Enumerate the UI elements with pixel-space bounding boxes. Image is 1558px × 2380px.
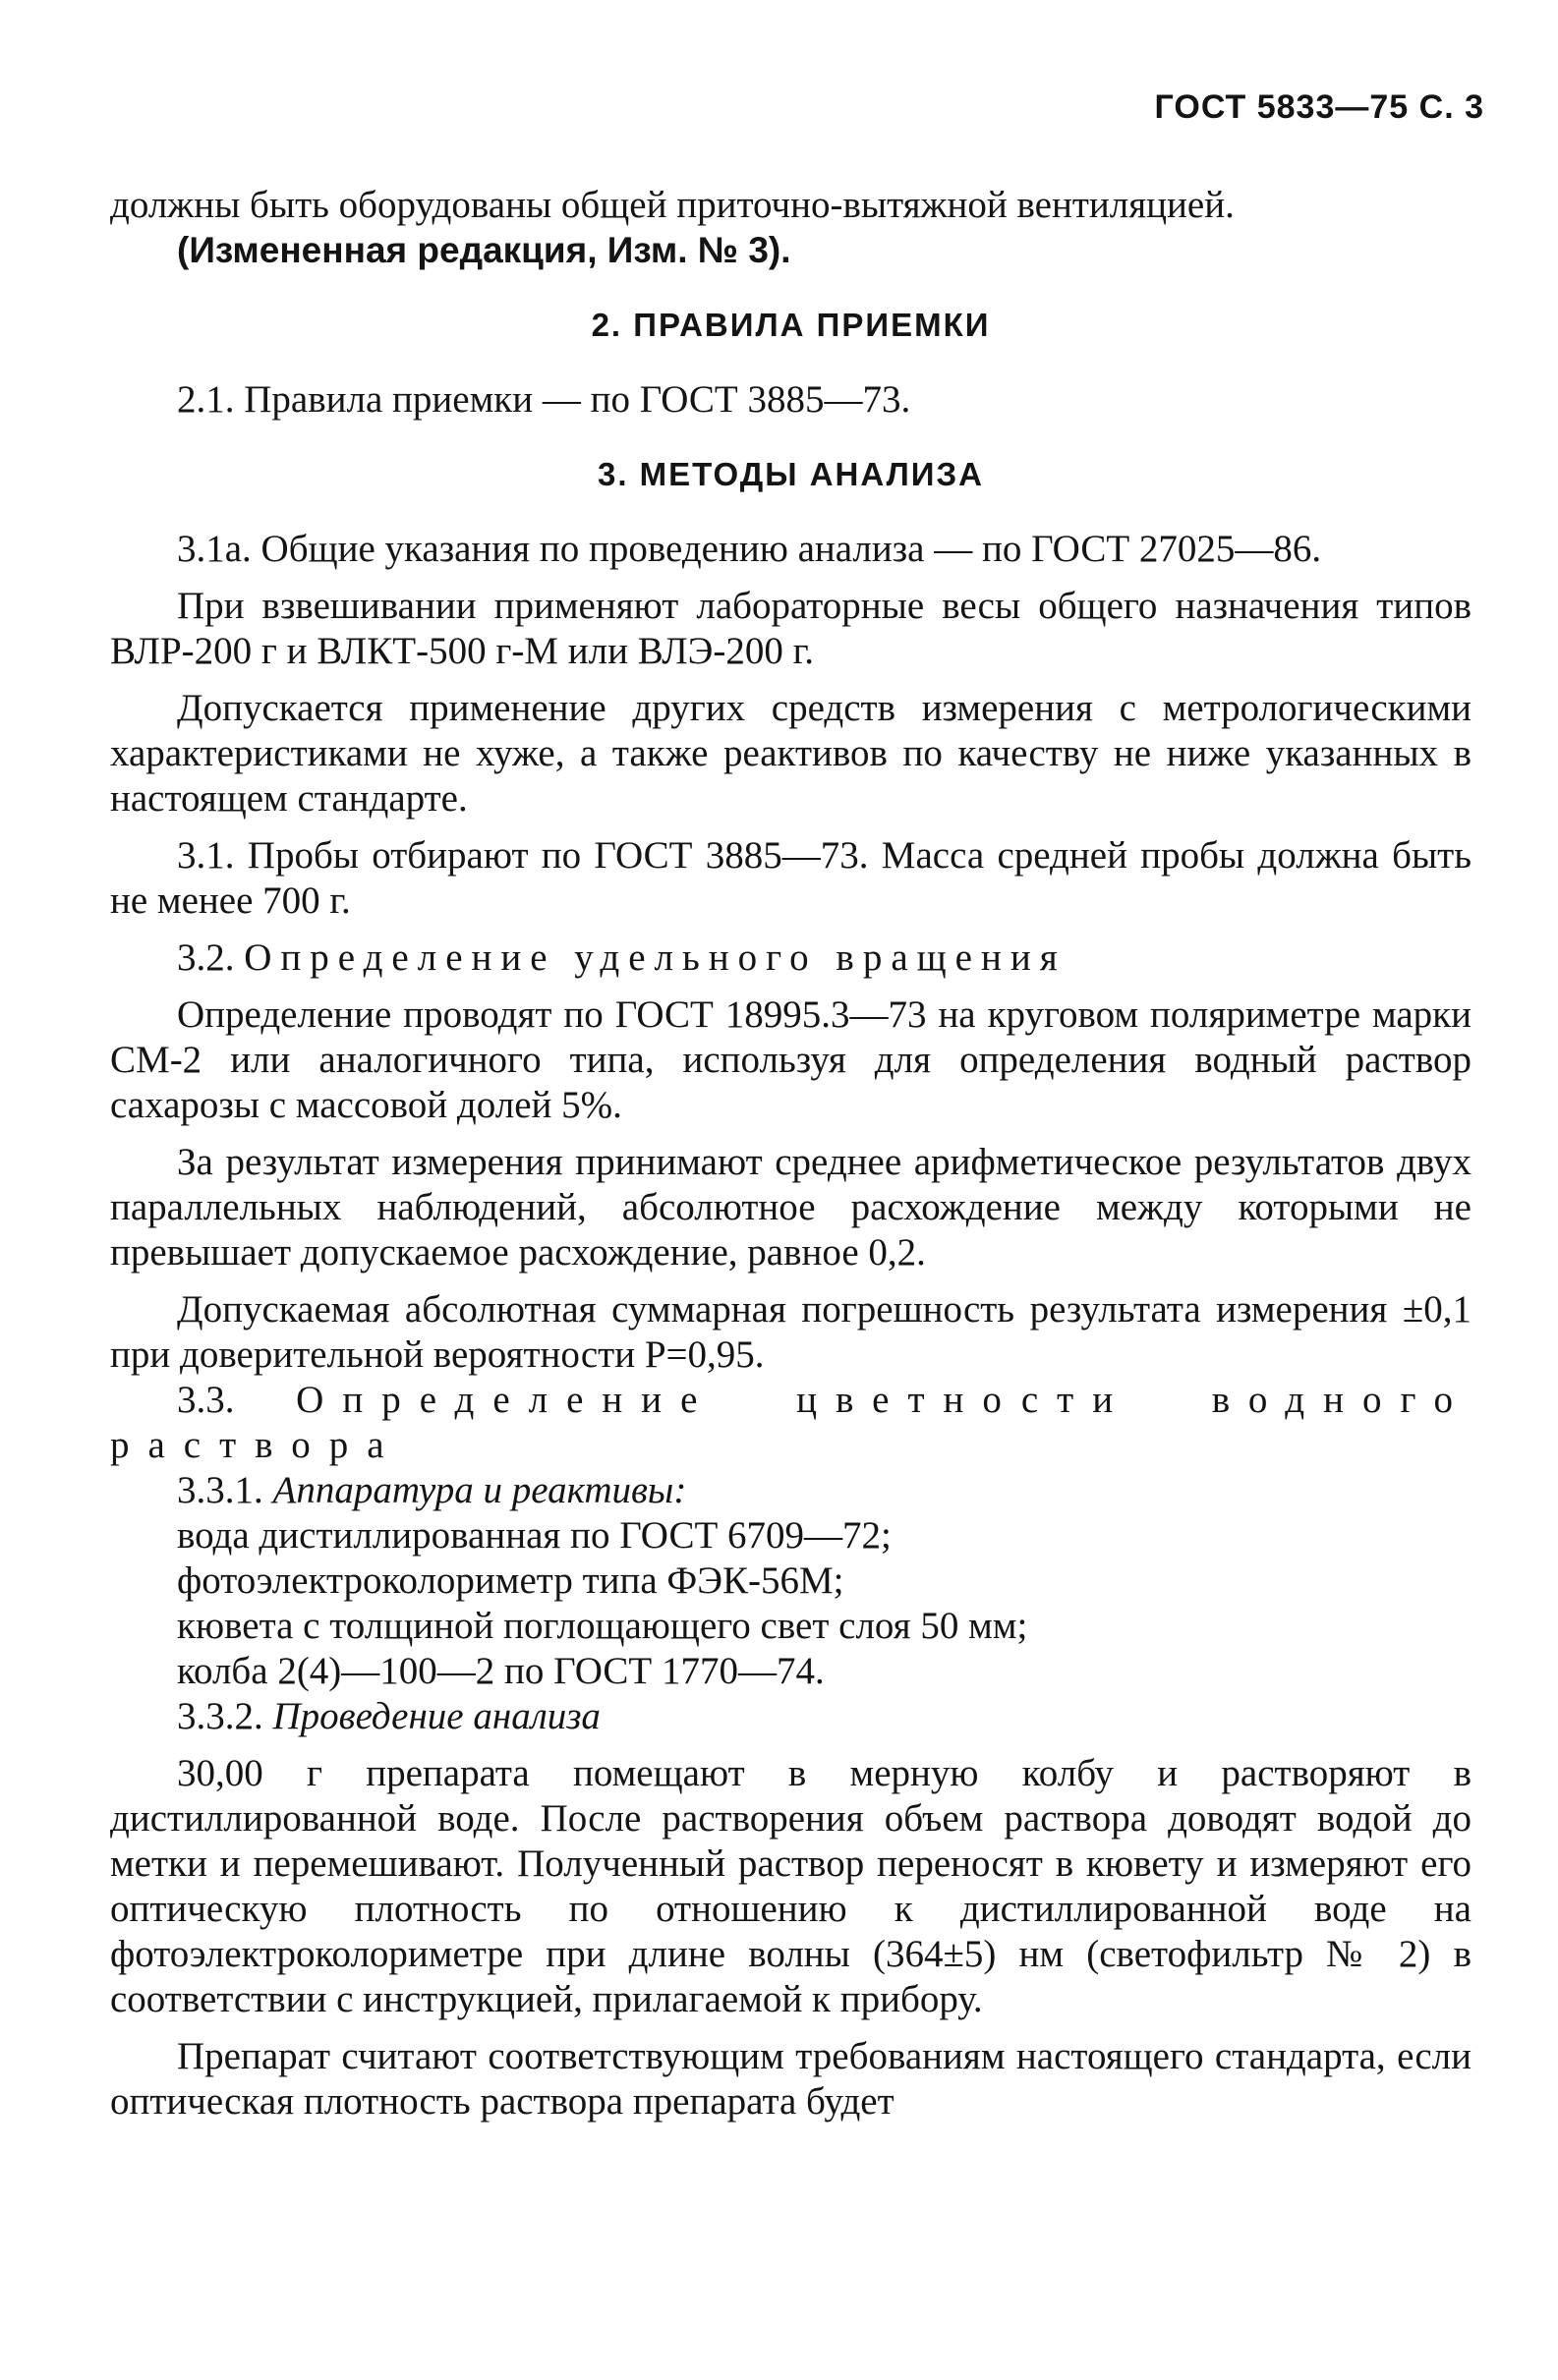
paragraph-procedure: 30,00 г препарата помещают в мерную колбу и растворяют в дистиллированной воде. После растворения объем раствора доводят водой до метки и перемешивают. Полученный раствор переносят в кювету и измеряют его оптическую плотность по отношению к дистиллированной воде на фотоэлектроколориметре при длине волны (364±5) нм (светофильтр № 2) в соответствии с инструкцией, прилагаемой к прибору. <box>110 1752 1471 2020</box>
subsection-3-2-number: 3.2. <box>177 936 235 979</box>
paragraph-rotation-method: Определение проводят по ГОСТ 18995.3—73 на круговом поляриметре марки СМ-2 или аналогичного типа, используя для определения водный раствор сахарозы с массовой долей 5%. <box>110 993 1471 1126</box>
subsection-3-3-heading <box>110 1378 1471 1468</box>
subsection-3-3-1-title: Аппаратура и реактивы: <box>272 1469 687 1511</box>
subsection-3-3-1-heading <box>110 1468 1471 1513</box>
section-2-heading: 2. ПРАВИЛА ПРИЕМКИ <box>591 307 991 343</box>
subsection-3-3-title: Определение цветности водного раствора <box>110 1379 1471 1466</box>
page-body <box>110 183 1471 2125</box>
subsection-3-3-2-number: 3.3.2. <box>177 1695 263 1737</box>
subsection-3-3-1-number: 3.3.1. <box>177 1469 263 1511</box>
subsection-3-2-heading <box>110 935 1471 981</box>
paragraph-ventilation: должны быть оборудованы общей приточно-вытяжной вентиляцией. <box>110 184 1235 226</box>
section-3-heading: 3. МЕТОДЫ АНАЛИЗА <box>597 456 985 492</box>
list-item-water: вода дистиллированная по ГОСТ 6709—72; <box>177 1514 892 1557</box>
subsection-3-2-title: Определение удельного вращения <box>244 936 1067 979</box>
amendment-note <box>110 228 1471 273</box>
subsection-3-3-2-heading <box>110 1694 1471 1739</box>
paragraph-allowed-means: Допускается применение других средств измерения с метрологическими характеристиками не хуже, а также реактивов по качеству не ниже указанных в настоящем стандарте. <box>110 687 1471 820</box>
amendment-note-text: (Измененная редакция, Изм. № 3). <box>177 230 791 270</box>
paragraph-3-1: 3.1. Пробы отбирают по ГОСТ 3885—73. Масса средней пробы должна быть не менее 700 г. <box>110 834 1471 922</box>
paragraph-result: За результат измерения принимают среднее арифметическое результатов двух параллельных наблюдений, абсолютное расхождение между которыми не превышает допускаемое расхождение, равное 0,2. <box>110 1141 1471 1274</box>
list-item-flask: колба 2(4)—100—2 по ГОСТ 1770—74. <box>177 1650 825 1692</box>
subsection-3-3-2-title: Проведение анализа <box>272 1695 601 1737</box>
paragraph-error: Допускаемая абсолютная суммарная погрешность результата измерения ±0,1 при доверительной вероятности P=0,95. <box>110 1288 1471 1376</box>
paragraph-2-1: 2.1. Правила приемки — по ГОСТ 3885—73. <box>177 378 911 421</box>
list-item-cuvette: кювета с толщиной поглощающего свет слоя 50 мм; <box>177 1605 1028 1647</box>
list-item-photocolorimeter: фотоэлектроколориметр типа ФЭК-56М; <box>177 1559 844 1602</box>
paragraph-weighing: При взвешивании применяют лабораторные весы общего назначения типов ВЛР-200 г и ВЛКТ-500 г-М или ВЛЭ-200 г. <box>110 585 1471 672</box>
running-head: ГОСТ 5833—75 С. 3 <box>1154 88 1484 126</box>
paragraph-conclusion: Препарат считают соответствующим требованиям настоящего стандарта, если оптическая плотность раствора препарата будет <box>110 2035 1471 2123</box>
paragraph-3-1a: 3.1а. Общие указания по проведению анализа — по ГОСТ 27025—86. <box>177 528 1322 570</box>
subsection-3-3-number: 3.3. <box>177 1379 235 1421</box>
